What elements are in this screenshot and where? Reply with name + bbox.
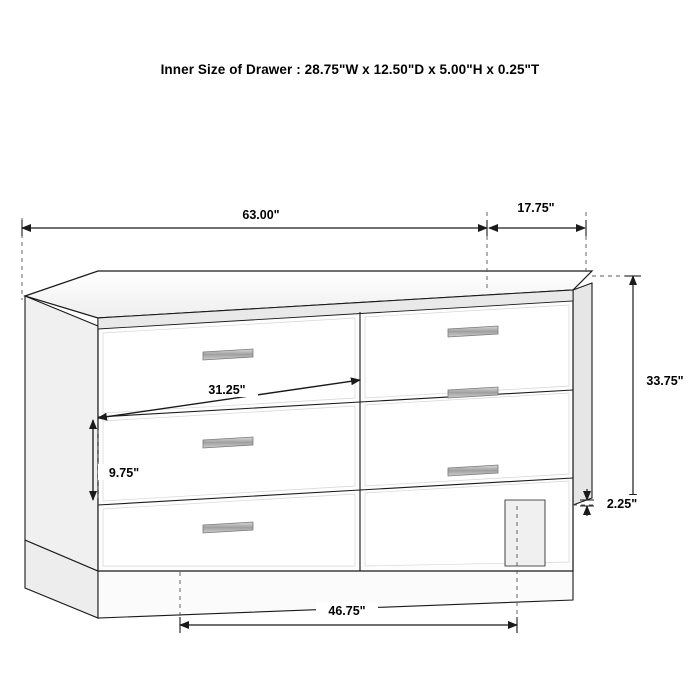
label-overall-width: 63.00" bbox=[242, 208, 280, 222]
base-right-leg bbox=[505, 500, 545, 566]
dresser-illustration bbox=[25, 271, 592, 618]
label-base-height: 2.25" bbox=[606, 497, 638, 511]
label-depth: 17.75" bbox=[517, 201, 555, 215]
label-base-width: 46.75" bbox=[328, 604, 366, 618]
drawer-front-top-right[interactable] bbox=[365, 305, 569, 398]
page-title: Inner Size of Drawer : 28.75"W x 12.50"D x 5.00"H x 0.25"T bbox=[160, 62, 540, 77]
dimension-overall-height bbox=[625, 276, 694, 503]
cabinet-right-side bbox=[573, 283, 592, 505]
drawer-front-mid-left[interactable] bbox=[103, 406, 355, 501]
label-drawer-width: 31.25" bbox=[208, 383, 246, 397]
dimension-overall-width bbox=[22, 206, 487, 236]
dimension-depth bbox=[489, 199, 586, 236]
label-overall-height: 33.75" bbox=[646, 374, 684, 388]
cabinet-left-side bbox=[25, 296, 98, 571]
label-drawer-height: 9.75" bbox=[108, 466, 140, 480]
